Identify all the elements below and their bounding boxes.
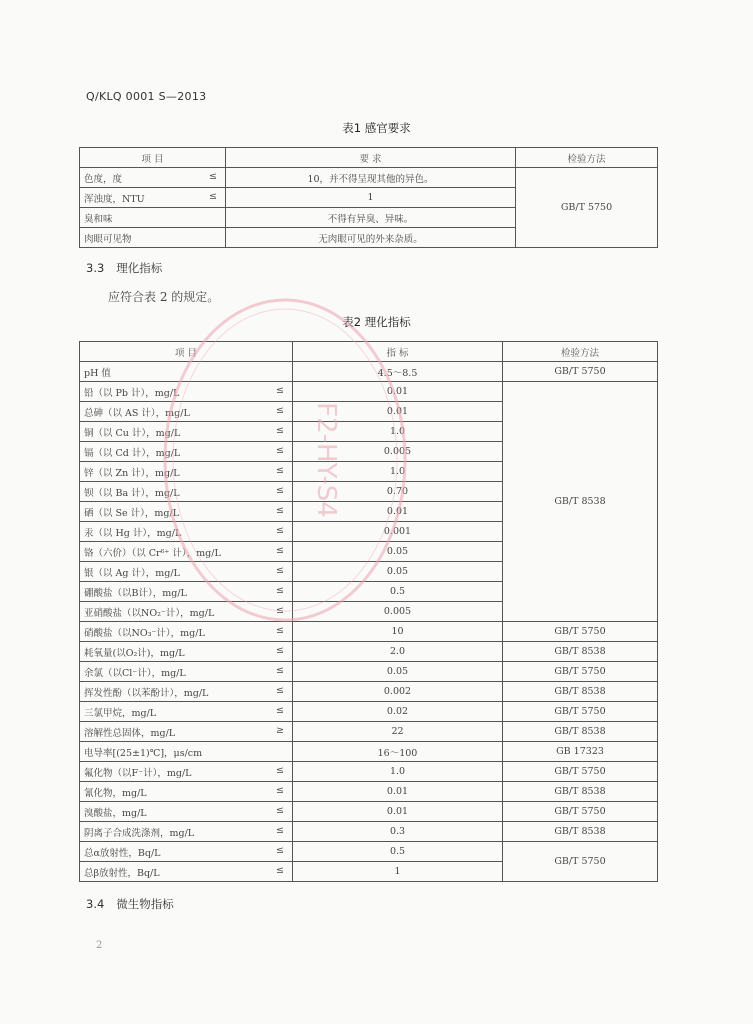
value-cell: 0.5 [293,842,503,862]
item-name: pH 值 [84,367,111,379]
relation-symbol: ≤ [276,845,284,856]
table2-item-cell [80,662,293,682]
value-cell: 16～100 [293,742,503,762]
relation-symbol: ≤ [276,585,284,596]
value-cell: 0.01 [293,782,503,802]
paragraph: 应符合表 2 的规定。 [108,290,220,304]
table2-item-cell [80,782,293,802]
relation-symbol: ≤ [276,405,284,416]
item-name: 银（以 Ag 计），mg/L [84,567,180,579]
method-cell: GB 17323 [503,742,658,762]
table-row [80,682,658,702]
table2-item-cell [80,482,293,502]
item-name: 汞（以 Hg 计），mg/L [84,527,182,539]
method-cell: GB/T 5750 [503,362,658,382]
table-row [80,842,658,862]
table1-header-row [80,148,658,168]
method-cell: GB/T 5750 [503,662,658,682]
value-cell: 0.02 [293,702,503,722]
table2-header-row [80,342,658,362]
item-name: 溴酸盐，mg/L [84,807,147,819]
value-cell: 1 [293,862,503,882]
value-cell: 0.05 [293,542,503,562]
table2-item-cell [80,422,293,442]
item-name: 总砷（以 AS 计），mg/L [84,407,190,419]
table1-col-item: 项 目 [80,148,226,168]
method-cell: GB/T 5750 [503,762,658,782]
table2-item-cell [80,722,293,742]
value-cell: 0.005 [293,602,503,622]
item-name: 铅（以 Pb 计），mg/L [84,387,180,399]
value-cell: 0.01 [293,802,503,822]
relation-symbol: ≤ [276,765,284,776]
relation-symbol: ≤ [276,545,284,556]
table-row [80,782,658,802]
item-name: 电导率[(25±1)℃]，μs/cm [84,747,203,759]
item-name: 硼酸盐（以B计），mg/L [84,587,187,599]
relation-symbol: ≤ [276,805,284,816]
requirement-cell: 不得有异臭、异味。 [226,208,516,228]
table-row [80,382,658,402]
table-row [80,722,658,742]
value-cell: 0.01 [293,382,503,402]
relation-symbol: ≤ [276,645,284,656]
item-name: 三氯甲烷，mg/L [84,707,157,719]
page-number: 2 [96,940,103,951]
requirement-cell: 1 [226,188,516,208]
relation-symbol: ≤ [276,865,284,876]
relation-symbol: ≤ [276,705,284,716]
value-cell: 22 [293,722,503,742]
method-cell: GB/T 5750 [503,622,658,642]
value-cell: 0.002 [293,682,503,702]
table2-caption: 表2 理化指标 [342,315,411,329]
relation-symbol: ≤ [276,685,284,696]
relation-symbol: ≤ [276,445,284,456]
item-name: 溶解性总固体，mg/L [84,727,176,739]
value-cell: 1.0 [293,762,503,782]
table2-item-cell [80,602,293,622]
table-row [80,802,658,822]
section-number: 3.4 [86,897,105,911]
table-row [80,622,658,642]
method-cell: GB/T 5750 [503,842,658,882]
value-cell: 0.05 [293,562,503,582]
table2-item-cell [80,462,293,482]
item-name: 镉（以 Cd 计），mg/L [84,447,181,459]
table2-item-cell [80,802,293,822]
section-title: 微生物指标 [116,897,174,911]
item-name: 余氯（以Cl⁻计），mg/L [84,667,186,679]
relation-symbol: ≤ [276,565,284,576]
method-cell: GB/T 5750 [503,802,658,822]
table2-item-cell [80,502,293,522]
table-row [80,702,658,722]
table1-col-requirement: 要 求 [226,148,516,168]
value-cell: 0.3 [293,822,503,842]
relation-symbol: ≤ [276,505,284,516]
value-cell: 0.001 [293,522,503,542]
relation-symbol: ≤ [276,785,284,796]
value-cell: 1.0 [293,422,503,442]
item-name: 硝酸盐（以NO₃⁻计），mg/L [84,627,205,639]
method-cell: GB/T 8538 [503,822,658,842]
table2-item-cell [80,362,293,382]
relation-symbol: ≤ [276,825,284,836]
table1-item-cell [80,208,226,228]
method-cell: GB/T 8538 [503,722,658,742]
table2-item-cell [80,742,293,762]
table1-sensory-requirements [79,147,658,248]
relation-symbol: ≤ [276,465,284,476]
table2-col-item: 项 目 [80,342,293,362]
table2-item-cell [80,842,293,862]
item-name: 铬（六价）（以 Cr⁶⁺ 计），mg/L [84,547,221,559]
relation-symbol: ≤ [276,525,284,536]
item-name: 总α放射性，Bq/L [84,847,161,859]
table2-item-cell [80,382,293,402]
item-name: 铜（以 Cu 计），mg/L [84,427,181,439]
item-name: 浑浊度，NTU [84,193,145,205]
table2-item-cell [80,582,293,602]
value-cell: 2.0 [293,642,503,662]
table2-item-cell [80,862,293,882]
item-name: 阴离子合成洗涤剂，mg/L [84,827,195,839]
section-title: 理化指标 [116,261,163,275]
section-number: 3.3 [86,261,105,275]
table2-item-cell [80,762,293,782]
item-name: 钡（以 Ba 计），mg/L [84,487,180,499]
table2-item-cell [80,402,293,422]
relation-symbol: ≤ [276,425,284,436]
table2-item-cell [80,522,293,542]
method-cell: GB/T 5750 [503,702,658,722]
value-cell: 0.005 [293,442,503,462]
table-row [80,662,658,682]
table1-caption: 表1 感官要求 [342,121,411,135]
item-name: 臭和味 [84,213,113,225]
table2-item-cell [80,642,293,662]
table-row [80,762,658,782]
relation-symbol: ≤ [209,171,217,182]
requirement-cell: 无肉眼可见的外来杂质。 [226,228,516,248]
method-cell: GB/T 8538 [503,782,658,802]
method-cell: GB/T 8538 [503,682,658,702]
method-cell: GB/T 8538 [503,642,658,662]
table1-item-cell [80,168,226,188]
item-name: 锌（以 Zn 计），mg/L [84,467,180,479]
standard-code: Q/KLQ 0001 S—2013 [86,90,207,103]
table2-item-cell [80,562,293,582]
table1-item-cell [80,228,226,248]
table2-item-cell [80,622,293,642]
value-cell: 1.0 [293,462,503,482]
relation-symbol: ≤ [276,385,284,396]
requirement-cell: 10，并不得呈现其他的异色。 [226,168,516,188]
table2-col-value: 指 标 [293,342,503,362]
table2-col-method: 检验方法 [503,342,658,362]
value-cell: 0.01 [293,502,503,522]
value-cell: 4.5～8.5 [293,362,503,382]
relation-symbol: ≤ [276,625,284,636]
item-name: 挥发性酚（以苯酚计），mg/L [84,687,209,699]
item-name: 氟化物（以F⁻计），mg/L [84,767,192,779]
table-row [80,642,658,662]
table-row [80,362,658,382]
relation-symbol: ≤ [209,191,217,202]
table2-item-cell [80,542,293,562]
table2-item-cell [80,682,293,702]
table2-item-cell [80,442,293,462]
value-cell: 0.05 [293,662,503,682]
value-cell: 0.5 [293,582,503,602]
table2-item-cell [80,702,293,722]
item-name: 耗氧量(以O₂计)，mg/L [84,647,185,659]
value-cell: 0.01 [293,402,503,422]
table1-col-method: 检验方法 [516,148,658,168]
item-name: 色度，度 [84,173,123,185]
relation-symbol: ≤ [276,485,284,496]
item-name: 硒（以 Se 计），mg/L [84,507,180,519]
relation-symbol: ≥ [276,725,284,736]
table2-item-cell [80,822,293,842]
method-cell: GB/T 8538 [503,382,658,622]
table-row [80,168,658,188]
section-3-3-heading [86,260,162,276]
item-name: 肉眼可见物 [84,233,132,245]
value-cell: 0.70 [293,482,503,502]
table-row [80,742,658,762]
table2-physicochemical-indicators [79,341,658,882]
value-cell: 10 [293,622,503,642]
section-3-4-heading [86,896,174,912]
method-cell: GB/T 5750 [516,168,658,248]
table-row [80,822,658,842]
relation-symbol: ≤ [276,665,284,676]
item-name: 氰化物，mg/L [84,787,147,799]
table1-item-cell [80,188,226,208]
item-name: 亚硝酸盐（以NO₂⁻计），mg/L [84,607,215,619]
item-name: 总β放射性，Bq/L [84,867,160,879]
relation-symbol: ≤ [276,605,284,616]
seal-code-text: F2-HY-S4 [311,402,341,518]
